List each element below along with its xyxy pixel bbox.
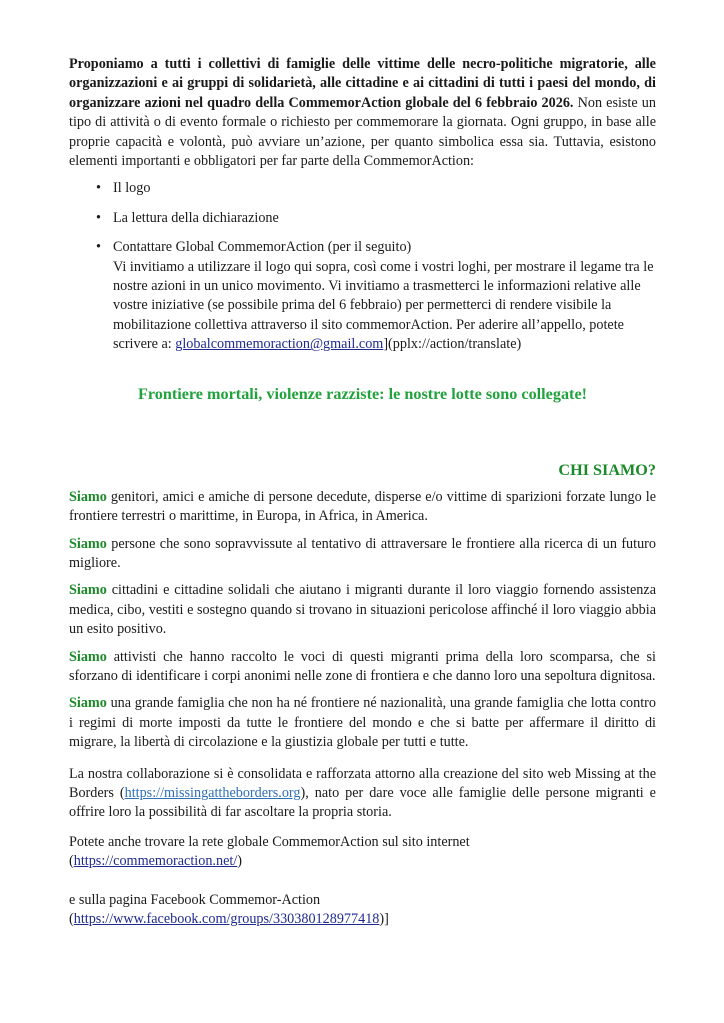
- siamo-paragraph: [69, 488, 656, 527]
- requirement-detail: [113, 258, 656, 355]
- slogan-heading: Frontiere mortali, violenze razziste: le nostre lotte sono collegate!: [137, 384, 588, 403]
- intro-bold-text: Proponiamo a tutti i collettivi di famiglie delle vittime delle necro-politiche migratorie, alle organizzazioni e ai gruppi di solidarietà, alle cittadine e ai cittadini di tutti i paesi del mondo, di organizzare azioni nel quadro della CommemorAction globale del 6 febbraio 2026.: [69, 56, 656, 111]
- siamo-paragraph: [69, 535, 656, 574]
- missing-at-the-borders-link[interactable]: https://missingattheborders.org: [124, 784, 301, 801]
- siamo-text: una grande famiglia che non ha né frontiere né nazionalità, una grande famiglia che lotta contro i regimi di morte imposti da tutte le frontiere del mondo e che si batte per affermare il diritto di migrare, la libertà di circolazione e la giustizia globale per tutti e tutte.: [69, 695, 656, 751]
- collaboration-text: La nostra collaborazione si è consolidata e rafforzata attorno alla creazione del sito web Missing at the Borders (: [69, 765, 656, 801]
- network-text: Potete anche trovare la rete globale CommemorAction sul sito internet: [69, 833, 470, 850]
- collaboration-text-after: ), nato per dare voce alle famiglie delle persone migranti e offrire loro la possibilità di far ascoltare la propria storia.: [69, 784, 656, 821]
- who-we-are-section: [69, 488, 656, 753]
- document-page: [69, 55, 656, 929]
- requirement-detail-text: Vi invitiamo a utilizzare il logo qui sopra, così come i vostri loghi, per mostrare il legame tra le nostre azioni in un unico movimento. Vi invitiamo a trasmetterci le informazioni relative alle vostre iniziative (se possibile prima del 6 febbraio) per permetterci di rendere visibile la mobilitazione collettiva attraverso il sito commemorAction. Per aderire all’appello, potete scrivere a:: [113, 258, 654, 353]
- paren-open: (: [69, 911, 74, 927]
- requirement-label: Contattare Global CommemorAction (per il seguito): [113, 239, 412, 256]
- siamo-lead: Siamo: [69, 535, 107, 552]
- requirement-item-logo: [96, 179, 656, 198]
- facebook-paragraph: [69, 891, 656, 930]
- requirement-detail-suffix: ](pplx://action/translate): [383, 336, 522, 353]
- paren-close: ): [237, 853, 242, 870]
- facebook-group-link[interactable]: https://www.facebook.com/groups/330380128977418: [73, 911, 380, 927]
- paren-close: )]: [379, 911, 389, 927]
- bullet-icon: •: [96, 239, 101, 256]
- paren-open: (: [69, 853, 74, 870]
- email-link[interactable]: globalcommemoraction@gmail.com: [175, 336, 384, 353]
- bullet-icon: •: [96, 209, 101, 226]
- siamo-text: persone che sono sopravvissute al tentativo di attraversare le frontiere alla ricerca di un futuro migliore.: [69, 535, 656, 571]
- intro-regular-text: Non esiste un tipo di attività o di evento formale o richiesto per commemorare la giornata. Ogni gruppo, in base alle proprie capacità e volontà, può avviare un’azione, per quanto simbolica essa sia. Tuttavia, esistono elementi importanti e obbligatori per far parte della CommemorAction:: [69, 94, 656, 170]
- siamo-lead: Siamo: [69, 695, 107, 712]
- requirements-list: [69, 179, 656, 354]
- network-paragraph: [69, 833, 656, 872]
- siamo-lead: Siamo: [69, 648, 107, 665]
- bullet-icon: •: [96, 180, 101, 197]
- siamo-paragraph: [69, 648, 656, 687]
- collaboration-paragraph: [69, 765, 656, 823]
- commemoraction-site-link[interactable]: https://commemoraction.net/: [73, 853, 238, 870]
- requirement-label: La lettura della dichiarazione: [113, 209, 279, 226]
- facebook-text: e sulla pagina Facebook Commemor-Action: [69, 891, 321, 908]
- siamo-lead: Siamo: [69, 488, 107, 505]
- requirement-label: Il logo: [113, 180, 151, 197]
- requirement-item-contact: [96, 238, 656, 354]
- siamo-text: attivisti che hanno raccolto le voci di questi migranti prima della loro scomparsa, che si sforzano di identificare i corpi anonimi nelle zone di frontiera e che danno loro una sepoltura dignitosa.: [69, 648, 656, 684]
- requirement-item-declaration: [96, 209, 656, 228]
- chi-siamo-heading: CHI SIAMO?: [558, 460, 656, 479]
- siamo-paragraph: [69, 694, 656, 752]
- siamo-lead: Siamo: [69, 582, 107, 599]
- siamo-text: cittadini e cittadine solidali che aiutano i migranti durante il loro viaggio fornendo assistenza medica, cibo, vestiti e sostegno quando si trovano in situazioni pericolose affinché il loro viaggio abbia un esito positivo.: [69, 582, 656, 638]
- intro-paragraph: [69, 55, 656, 171]
- siamo-text: genitori, amici e amiche di persone decedute, disperse e/o vittime di sparizioni forzate lungo le frontiere terrestri o marittime, in Europa, in Africa, in America.: [69, 488, 656, 525]
- siamo-paragraph: [69, 581, 656, 639]
